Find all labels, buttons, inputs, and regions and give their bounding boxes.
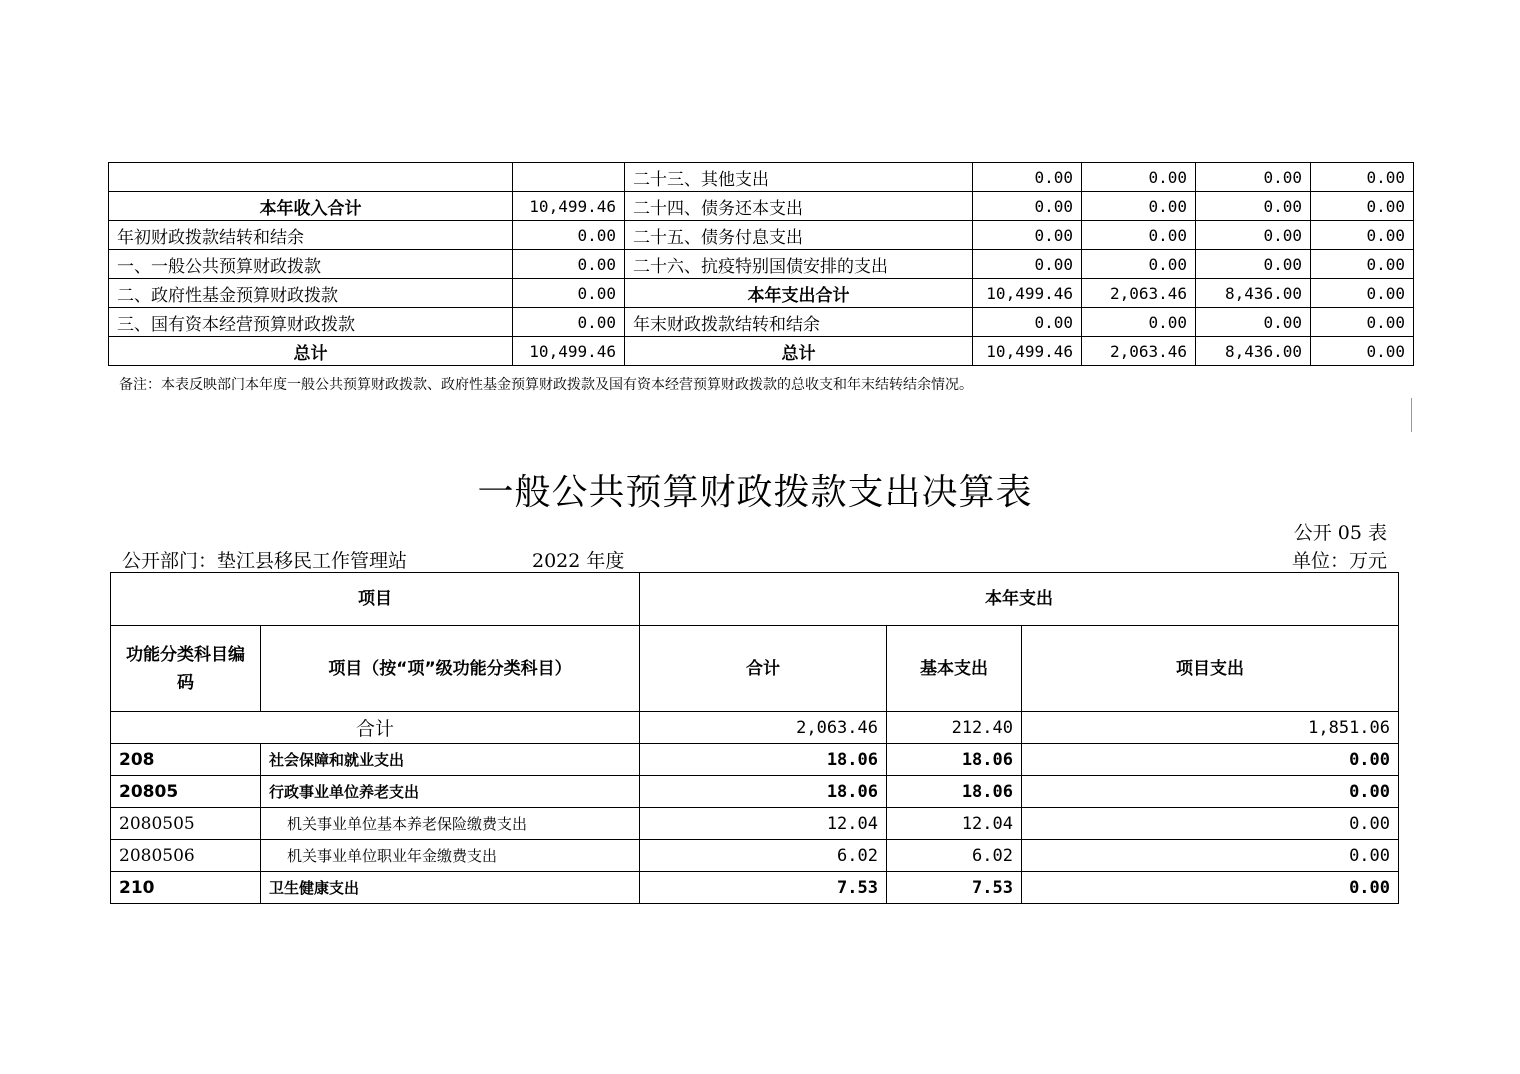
left-value [513,163,625,192]
report-title: 一般公共预算财政拨款支出决算表 [477,472,1033,513]
name-cell: 机关事业单位职业年金缴费支出 [261,840,640,872]
value-cell: 8,436.00 [1196,279,1311,308]
table-row [109,250,1414,279]
left-label: 三、国有资本经营预算财政拨款 [109,308,513,337]
table-row [109,337,1414,366]
value-cell: 18.06 [640,744,887,776]
unit-label: 单位：万元 [1291,550,1387,572]
table-row [109,163,1414,192]
left-value: 0.00 [513,279,625,308]
table-row [109,308,1414,337]
value-cell: 0.00 [1196,192,1311,221]
value-cell: 18.06 [887,744,1022,776]
left-label [109,163,513,192]
header-project: 项目 [111,573,640,626]
right-label: 总计 [625,337,973,366]
code-cell: 2080506 [111,840,261,872]
total-row [111,712,1399,744]
header-row [111,626,1399,712]
value-cell: 6.02 [887,840,1022,872]
value-cell: 0.00 [1311,192,1414,221]
value-cell: 0.00 [1022,744,1399,776]
header-total: 合计 [640,626,887,712]
right-label: 二十六、抗疫特别国债安排的支出 [625,250,973,279]
value-cell: 0.00 [1082,250,1196,279]
value-cell: 18.06 [640,776,887,808]
code-cell: 2080505 [111,808,261,840]
value-cell: 1,851.06 [1022,712,1399,744]
value-cell: 0.00 [1082,163,1196,192]
value-cell: 0.00 [1082,221,1196,250]
table-row [109,221,1414,250]
value-cell: 2,063.46 [640,712,887,744]
name-cell: 卫生健康支出 [261,872,640,904]
table-row [111,744,1399,776]
value-cell: 0.00 [1311,337,1414,366]
value-cell: 0.00 [973,250,1082,279]
value-cell: 0.00 [1196,250,1311,279]
value-cell: 0.00 [973,308,1082,337]
left-label: 本年收入合计 [109,192,513,221]
code-cell: 208 [111,744,261,776]
name-cell: 行政事业单位养老支出 [261,776,640,808]
value-cell: 7.53 [640,872,887,904]
value-cell: 10,499.46 [973,337,1082,366]
header-project-expense: 项目支出 [1022,626,1399,712]
code-cell: 20805 [111,776,261,808]
income-expense-summary-table [108,162,1414,366]
left-value: 10,499.46 [513,337,625,366]
header-year-expense: 本年支出 [640,573,1399,626]
right-label: 二十四、债务还本支出 [625,192,973,221]
value-cell: 0.00 [1196,308,1311,337]
value-cell: 10,499.46 [973,279,1082,308]
total-label: 合计 [111,712,640,744]
left-value: 10,499.46 [513,192,625,221]
value-cell: 0.00 [1311,250,1414,279]
value-cell: 0.00 [1311,221,1414,250]
code-cell: 210 [111,872,261,904]
divider [1411,398,1412,432]
table-note: 备注：本表反映部门本年度一般公共预算财政拨款、政府性基金预算财政拨款及国有资本经营预算财政拨款的总收支和年末结转结余情况。 [119,377,973,393]
header-code: 功能分类科目编码 [111,626,261,712]
left-value: 0.00 [513,308,625,337]
table-row [111,776,1399,808]
left-value: 0.00 [513,221,625,250]
value-cell: 0.00 [973,221,1082,250]
value-cell: 0.00 [1196,163,1311,192]
header-basic: 基本支出 [887,626,1022,712]
table-number: 公开 05 表 [1293,522,1387,544]
value-cell: 12.04 [887,808,1022,840]
table-row [111,872,1399,904]
table-row [111,840,1399,872]
expense-table [110,572,1399,904]
value-cell: 0.00 [1022,808,1399,840]
left-label: 一、一般公共预算财政拨款 [109,250,513,279]
value-cell: 6.02 [640,840,887,872]
value-cell: 212.40 [887,712,1022,744]
right-label: 二十三、其他支出 [625,163,973,192]
value-cell: 8,436.00 [1196,337,1311,366]
value-cell: 0.00 [1022,776,1399,808]
department-label: 公开部门：垫江县移民工作管理站 [122,550,408,572]
right-label: 二十五、债务付息支出 [625,221,973,250]
value-cell: 0.00 [1311,279,1414,308]
name-cell: 社会保障和就业支出 [261,744,640,776]
value-cell: 0.00 [973,192,1082,221]
value-cell: 12.04 [640,808,887,840]
value-cell: 0.00 [1196,221,1311,250]
right-label: 年末财政拨款结转和结余 [625,308,973,337]
fiscal-year: 2022 年度 [532,550,625,572]
table-row [109,192,1414,221]
value-cell: 0.00 [1022,872,1399,904]
value-cell: 0.00 [1311,163,1414,192]
value-cell: 0.00 [973,163,1082,192]
table-row [111,808,1399,840]
value-cell: 2,063.46 [1082,337,1196,366]
value-cell: 2,063.46 [1082,279,1196,308]
value-cell: 0.00 [1311,308,1414,337]
left-label: 二、政府性基金预算财政拨款 [109,279,513,308]
value-cell: 0.00 [1082,308,1196,337]
value-cell: 0.00 [1022,840,1399,872]
left-label: 总计 [109,337,513,366]
value-cell: 0.00 [1082,192,1196,221]
left-label: 年初财政拨款结转和结余 [109,221,513,250]
left-value: 0.00 [513,250,625,279]
value-cell: 18.06 [887,776,1022,808]
right-label: 本年支出合计 [625,279,973,308]
header-row [111,573,1399,626]
name-cell: 机关事业单位基本养老保险缴费支出 [261,808,640,840]
header-item: 项目（按“项”级功能分类科目） [261,626,640,712]
table-row [109,279,1414,308]
value-cell: 7.53 [887,872,1022,904]
